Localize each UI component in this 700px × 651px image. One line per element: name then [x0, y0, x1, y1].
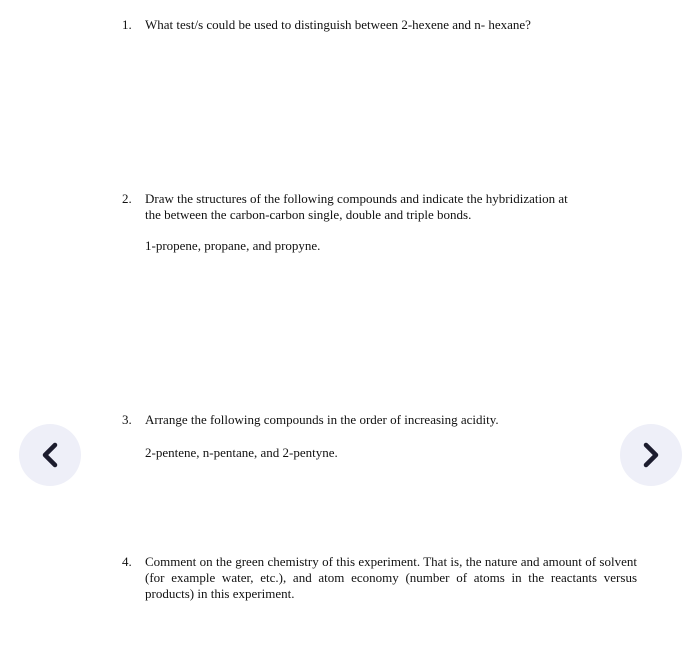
question-text: What test/s could be used to distinguish between 2-hexene and n- hexane?: [145, 17, 531, 32]
question-text: Comment on the green chemistry of this experiment. That is, the nature and amount of solvent (for example water, etc.), and atom economy (number of atoms in the reactants versus products) in this experiment.: [145, 554, 637, 601]
next-page-button[interactable]: [620, 424, 682, 486]
question-4: [122, 554, 637, 602]
question-2: [122, 191, 637, 254]
question-1: [122, 17, 637, 33]
chevron-right-icon: [640, 441, 662, 469]
compound-list: 2-pentene, n-pentane, and 2-pentyne.: [145, 445, 338, 460]
question-text: [145, 191, 637, 223]
question-text-line: Draw the structures of the following compounds and indicate the hybridization at: [145, 191, 568, 206]
question-text-line: the between the carbon-carbon single, double and triple bonds.: [145, 207, 472, 222]
question-number: 1.: [122, 17, 132, 32]
previous-page-button[interactable]: [19, 424, 81, 486]
question-text: Arrange the following compounds in the order of increasing acidity.: [145, 412, 499, 427]
question-number: 2.: [122, 191, 132, 206]
chevron-left-icon: [39, 441, 61, 469]
compound-list: 1-propene, propane, and propyne.: [145, 238, 321, 253]
question-3: [122, 412, 637, 461]
question-number: 3.: [122, 412, 132, 427]
question-number: 4.: [122, 554, 132, 569]
